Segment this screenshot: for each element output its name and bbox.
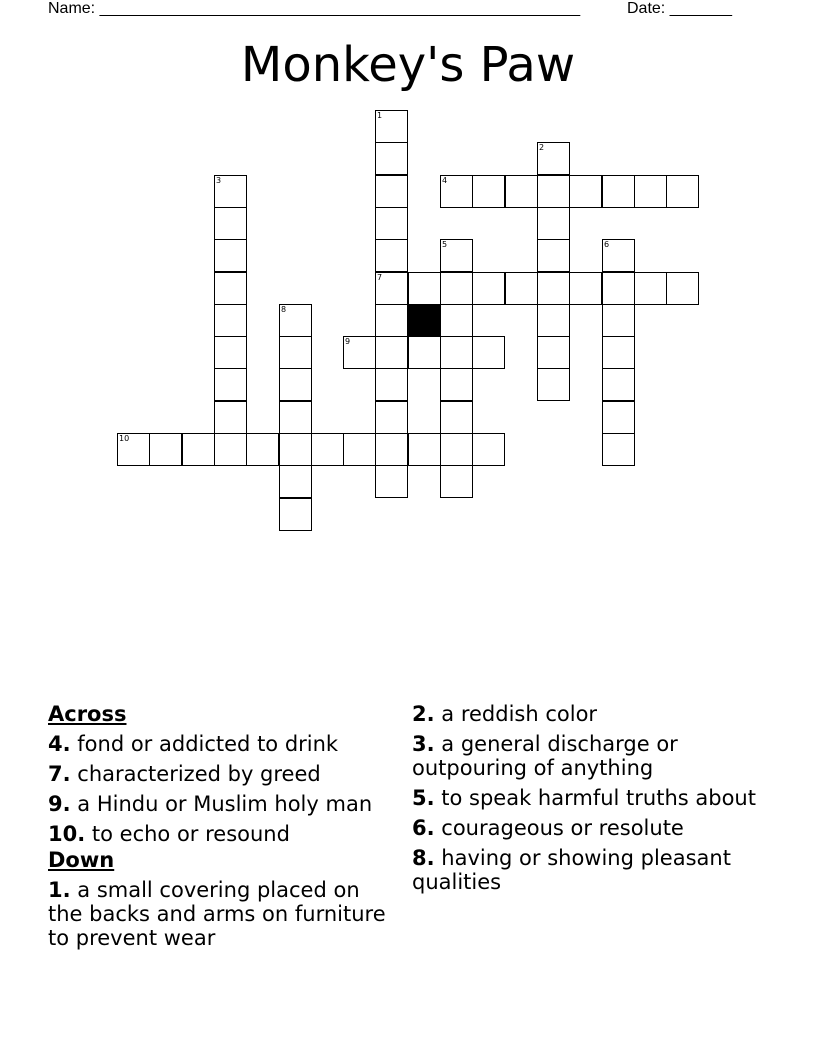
cell-number: 8 (281, 305, 287, 314)
clue-text: a Hindu or Muslim holy man (77, 792, 373, 816)
clue-down-6 (412, 816, 764, 840)
grid-cell[interactable] (569, 272, 602, 305)
grid-cell[interactable] (440, 304, 473, 337)
grid-cell[interactable] (537, 175, 570, 208)
clue-text: a small covering placed on the backs and arms on furniture to prevent wear (48, 878, 386, 950)
grid-cell[interactable] (440, 175, 473, 208)
clues-column-right (412, 702, 764, 900)
grid-cell[interactable] (666, 272, 699, 305)
grid-cell[interactable] (375, 272, 408, 305)
cell-number: 1 (377, 111, 383, 120)
grid-cell[interactable] (602, 401, 635, 434)
clue-number: 6. (412, 816, 435, 840)
grid-cell[interactable] (472, 175, 505, 208)
grid-cell[interactable] (440, 272, 473, 305)
grid-cell[interactable] (537, 336, 570, 369)
grid-cell[interactable] (375, 142, 408, 175)
grid-cell[interactable] (602, 304, 635, 337)
cell-number: 10 (119, 434, 130, 443)
grid-cell[interactable] (375, 401, 408, 434)
grid-cell[interactable] (408, 336, 441, 369)
grid-cell[interactable] (279, 368, 312, 401)
grid-cell[interactable] (537, 142, 570, 175)
clue-number: 2. (412, 702, 435, 726)
date-field-line: Date: _______ (627, 0, 732, 17)
grid-cell[interactable] (375, 336, 408, 369)
grid-cell[interactable] (375, 433, 408, 466)
grid-cell[interactable] (375, 368, 408, 401)
grid-cell[interactable] (408, 272, 441, 305)
grid-cell[interactable] (343, 336, 376, 369)
grid-cell[interactable] (440, 465, 473, 498)
clue-text: a general discharge or outpouring of anything (412, 732, 678, 780)
grid-cell[interactable] (214, 401, 247, 434)
clue-down-1 (48, 878, 400, 950)
across-heading: Across (48, 702, 127, 726)
clue-text: having or showing pleasant qualities (412, 846, 731, 894)
grid-cell[interactable] (666, 175, 699, 208)
cell-number: 4 (442, 176, 448, 185)
grid-cell[interactable] (214, 304, 247, 337)
clues-column-left (48, 702, 400, 956)
clue-number: 8. (412, 846, 435, 870)
clue-down-2 (412, 702, 764, 726)
grid-cell[interactable] (602, 239, 635, 272)
name-field-line: Name: ______________________________________________________ (48, 0, 581, 17)
down-heading: Down (48, 848, 115, 872)
grid-cell[interactable] (602, 272, 635, 305)
grid-cell[interactable] (602, 433, 635, 466)
grid-cell[interactable] (214, 433, 247, 466)
grid-cell[interactable] (537, 368, 570, 401)
grid-cell[interactable] (375, 465, 408, 498)
grid-cell-blocked (408, 304, 441, 337)
grid-cell[interactable] (214, 175, 247, 208)
grid-cell[interactable] (440, 336, 473, 369)
clue-number: 9. (48, 792, 71, 816)
grid-cell[interactable] (537, 272, 570, 305)
grid-cell[interactable] (505, 272, 538, 305)
grid-cell[interactable] (602, 336, 635, 369)
clue-text: courageous or resolute (441, 816, 684, 840)
grid-cell[interactable] (214, 239, 247, 272)
grid-cell[interactable] (537, 239, 570, 272)
grid-cell[interactable] (279, 401, 312, 434)
grid-cell[interactable] (440, 368, 473, 401)
clue-number: 10. (48, 822, 86, 846)
grid-cell[interactable] (505, 175, 538, 208)
cell-number: 3 (216, 176, 222, 185)
clue-text: to echo or resound (91, 822, 290, 846)
clue-text: a reddish color (441, 702, 598, 726)
clue-number: 7. (48, 762, 71, 786)
grid-cell[interactable] (375, 304, 408, 337)
clue-across-10 (48, 822, 400, 846)
grid-cell[interactable] (311, 433, 344, 466)
grid-cell[interactable] (375, 207, 408, 240)
clue-text: fond or addicted to drink (77, 732, 339, 756)
grid-cell[interactable] (440, 433, 473, 466)
grid-cell[interactable] (182, 433, 215, 466)
puzzle-title: Monkey's Paw (240, 37, 576, 93)
clue-down-8 (412, 846, 764, 894)
cell-number: 7 (377, 273, 383, 282)
grid-cell[interactable] (279, 336, 312, 369)
grid-cell[interactable] (246, 433, 279, 466)
grid-cell[interactable] (149, 433, 182, 466)
grid-cell[interactable] (537, 304, 570, 337)
grid-cell[interactable] (634, 175, 667, 208)
clue-across-7 (48, 762, 400, 786)
grid-cell[interactable] (375, 239, 408, 272)
clue-number: 4. (48, 732, 71, 756)
clue-number: 3. (412, 732, 435, 756)
grid-cell[interactable] (214, 272, 247, 305)
grid-cell[interactable] (602, 175, 635, 208)
grid-cell[interactable] (440, 239, 473, 272)
clue-down-3 (412, 732, 764, 780)
grid-cell[interactable] (634, 272, 667, 305)
cell-number: 2 (539, 143, 545, 152)
grid-cell[interactable] (472, 272, 505, 305)
grid-cell[interactable] (279, 304, 312, 337)
cell-number: 9 (345, 337, 351, 346)
grid-cell[interactable] (214, 207, 247, 240)
grid-cell[interactable] (569, 175, 602, 208)
grid-cell[interactable] (279, 498, 312, 531)
grid-cell[interactable] (602, 368, 635, 401)
grid-cell[interactable] (440, 401, 473, 434)
grid-cell[interactable] (343, 433, 376, 466)
grid-cell[interactable] (279, 465, 312, 498)
grid-cell[interactable] (472, 433, 505, 466)
clue-number: 1. (48, 878, 71, 902)
grid-cell[interactable] (375, 110, 408, 143)
grid-cell[interactable] (375, 175, 408, 208)
grid-cell[interactable] (214, 336, 247, 369)
grid-cell[interactable] (279, 433, 312, 466)
cell-number: 5 (442, 240, 448, 249)
grid-cell[interactable] (537, 207, 570, 240)
grid-cell[interactable] (408, 433, 441, 466)
clue-across-4 (48, 732, 400, 756)
clue-down-5 (412, 786, 764, 810)
grid-cell[interactable] (117, 433, 150, 466)
grid-cell[interactable] (472, 336, 505, 369)
clue-text: characterized by greed (77, 762, 321, 786)
clue-text: to speak harmful truths about (441, 786, 756, 810)
cell-number: 6 (604, 240, 610, 249)
grid-cell[interactable] (214, 368, 247, 401)
clue-across-9 (48, 792, 400, 816)
clue-number: 5. (412, 786, 435, 810)
